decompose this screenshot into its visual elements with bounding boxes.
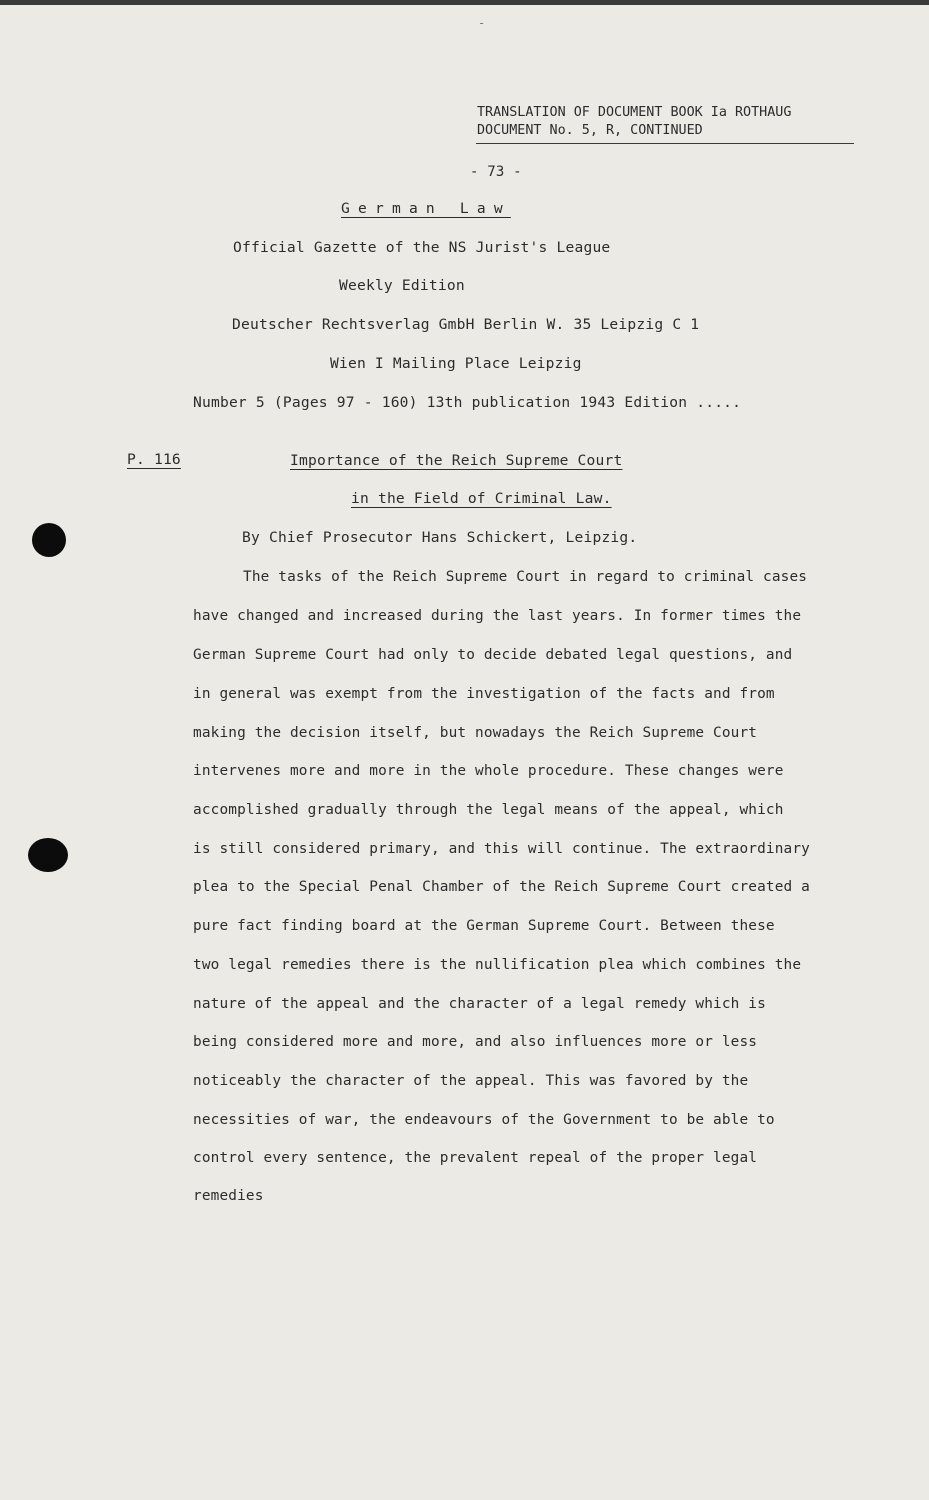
- punch-hole: [32, 523, 66, 557]
- article-byline: By Chief Prosecutor Hans Schickert, Leipzig.: [242, 529, 638, 546]
- body-line: nature of the appeal and the character of a legal remedy which is: [193, 996, 766, 1012]
- punch-hole: [28, 838, 68, 872]
- body-line: The tasks of the Reich Supreme Court in regard to criminal cases: [243, 569, 808, 585]
- body-line: intervenes more and more in the whole procedure. These changes were: [193, 763, 784, 779]
- masthead-subtitle: Official Gazette of the NS Jurist's League: [233, 239, 611, 256]
- body-line: being considered more and more, and also influences more or less: [193, 1034, 758, 1050]
- body-line: accomplished gradually through the legal means of the appeal, which: [193, 802, 784, 818]
- body-line: noticeably the character of the appeal. This was favored by the: [193, 1073, 749, 1089]
- masthead-title: German Law: [341, 200, 511, 217]
- masthead-edition: Weekly Edition: [339, 277, 465, 294]
- header-line-1: TRANSLATION OF DOCUMENT BOOK Ia ROTHAUG: [477, 105, 792, 120]
- body-line: plea to the Special Penal Chamber of the Reich Supreme Court created a: [193, 879, 810, 895]
- body-line: remedies: [193, 1188, 264, 1204]
- body-line: two legal remedies there is the nullification plea which combines the: [193, 957, 802, 973]
- masthead-publisher: Deutscher Rechtsverlag GmbH Berlin W. 35 Leipzig C 1: [232, 316, 700, 333]
- header-line-2: DOCUMENT No. 5, R, CONTINUED: [477, 123, 703, 138]
- scan-top-border: [0, 0, 929, 5]
- body-line: German Supreme Court had only to decide debated legal questions, and: [193, 647, 793, 663]
- body-line: necessities of war, the endeavours of the Government to be able to: [193, 1112, 775, 1128]
- masthead-mailing: Wien I Mailing Place Leipzig: [330, 355, 582, 372]
- body-line: making the decision itself, but nowadays the Reich Supreme Court: [193, 725, 758, 741]
- body-line: control every sentence, the prevalent repeal of the proper legal: [193, 1150, 758, 1166]
- scan-mark: -: [478, 16, 486, 30]
- page-reference: P. 116: [127, 451, 181, 468]
- body-line: in general was exempt from the investigation of the facts and from: [193, 686, 775, 702]
- header-rule: [476, 143, 854, 144]
- page-number: - 73 -: [470, 164, 522, 180]
- body-line: is still considered primary, and this will continue. The extraordinary: [193, 841, 810, 857]
- article-title-line-2: in the Field of Criminal Law.: [351, 490, 612, 507]
- body-line: pure fact finding board at the German Supreme Court. Between these: [193, 918, 775, 934]
- article-title-line-1: Importance of the Reich Supreme Court: [290, 452, 623, 469]
- body-line: have changed and increased during the last years. In former times the: [193, 608, 802, 624]
- masthead-issue: Number 5 (Pages 97 - 160) 13th publication 1943 Edition .....: [193, 394, 742, 411]
